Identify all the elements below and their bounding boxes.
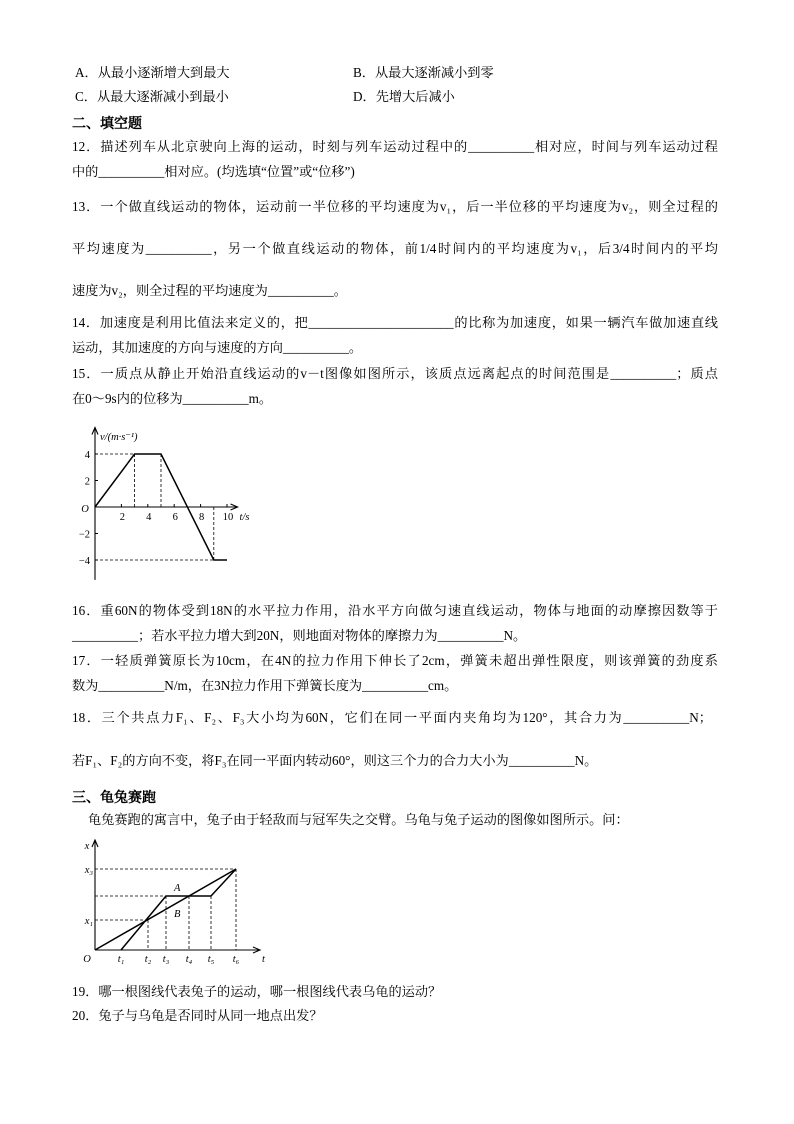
origin-label: O <box>83 954 91 965</box>
q19: 19．哪一根图线代表兔子的运动，哪一根图线代表乌龟的运动？ <box>72 984 442 999</box>
q15-line-1: 15．一质点从静止开始沿直线运动的v－t图像如图所示，该质点远离起点的时间范围是__________；质点 <box>72 366 718 381</box>
q16-line-2: __________；若水平拉力增大到20N，则地面对物体的摩擦力为__________N。 <box>72 628 527 643</box>
q12-line-1: 12．描述列车从北京驶向上海的运动，时刻与列车运动过程中的__________相对应，时间与列车运动过程 <box>72 139 718 154</box>
t-tick-label: 6 <box>172 512 178 523</box>
q14-line-1: 14．加速度是利用比值法来定义的，把______________________的比称为加速度，如果一辆汽车做加速直线 <box>72 315 718 330</box>
position-time-graph <box>78 835 268 970</box>
q13-line-1: 13．一个做直线运动的物体，运动前一半位移的平均速度为v₁，后一半位移的平均速度为v₂，则全过程的 <box>72 199 718 214</box>
q20: 20．兔子与乌龟是否同时从同一地点出发？ <box>72 1008 323 1023</box>
t-tick-label: 2 <box>119 512 126 523</box>
q14-line-2: 运动，其加速度的方向与速度的方向__________。 <box>72 340 363 355</box>
v-tick-label: 2 <box>84 476 90 488</box>
option-c: C．从最大逐渐减小到最小 <box>75 89 229 104</box>
t-axis-label: t <box>262 954 265 965</box>
velocity-time-graph <box>78 420 258 590</box>
straight-motion-line <box>95 869 236 950</box>
v-tick-label: −4 <box>78 556 90 567</box>
line-label-a: A <box>174 883 181 894</box>
t-axis-label: t/s <box>239 512 250 523</box>
q18-line-1: 18．三个共点力F₁、F₂、F₃大小均为60N，它们在同一平面内夹角均为120°，其合力为__________N； <box>72 710 712 725</box>
section-title-fill-blank: 二、填空题 <box>72 115 142 131</box>
x-tick-label: x₃ <box>84 865 93 876</box>
line-label-b: B <box>174 909 181 920</box>
v-axis-label: v/(m·s⁻¹) <box>100 432 138 443</box>
t-tick-label: 10 <box>222 512 234 523</box>
q18-line-2: 若F₁、F₂的方向不变，将F₃在同一平面内转动60°，则这三个力的合力大小为__________N。 <box>72 753 598 768</box>
t-tick-label: t₁ <box>117 954 125 965</box>
section-title-race: 三、龟兔赛跑 <box>72 789 156 805</box>
option-d: D．先增大后减小 <box>353 89 455 104</box>
q17-line-2: 数为__________N/m，在3N拉力作用下弹簧长度为__________cm。 <box>72 678 458 693</box>
origin-label: O <box>81 504 89 515</box>
q13-line-3: 速度为v₂，则全过程的平均速度为__________。 <box>72 283 347 298</box>
t-tick-label: 8 <box>198 512 205 523</box>
q17-line-1: 17．一轻质弹簧原长为10cm，在4N的拉力作用下伸长了2cm，弹簧未超出弹性限度，则该弹簧的劲度系 <box>72 653 718 668</box>
q13-line-2: 平均速度为__________，另一个做直线运动的物体，前1/4时间内的平均速度为v₁，后3/4时间内的平均 <box>72 241 718 256</box>
q16-line-1: 16．重60N的物体受到18N的水平拉力作用，沿水平方向做匀速直线运动，物体与地面的动摩擦因数等于 <box>72 603 718 618</box>
t-tick-label: t₆ <box>232 954 240 965</box>
section-intro: 龟兔赛跑的寓言中，兔子由于轻敌而与冠军失之交臂。乌龟与兔子运动的图像如图所示。问： <box>88 812 629 827</box>
option-b: B．从最大逐渐减小到零 <box>353 65 494 80</box>
t-tick-label: 4 <box>146 512 152 523</box>
x-tick-label: x₁ <box>84 916 93 927</box>
q12-line-2: 中的__________相对应。(均选填“位置”或“位移”) <box>72 164 355 179</box>
option-a: A．从最小逐渐增大到最大 <box>75 65 230 80</box>
t-tick-label: t₄ <box>185 954 193 965</box>
v-tick-label: −2 <box>78 529 90 541</box>
q15-line-2: 在0～9s内的位移为__________m。 <box>72 391 273 406</box>
t-tick-label: t₂ <box>144 954 152 965</box>
t-tick-label: t₃ <box>162 954 170 965</box>
t-tick-label: t₅ <box>207 954 215 965</box>
v-tick-label: 4 <box>84 450 90 461</box>
x-axis-label: x <box>84 841 90 852</box>
